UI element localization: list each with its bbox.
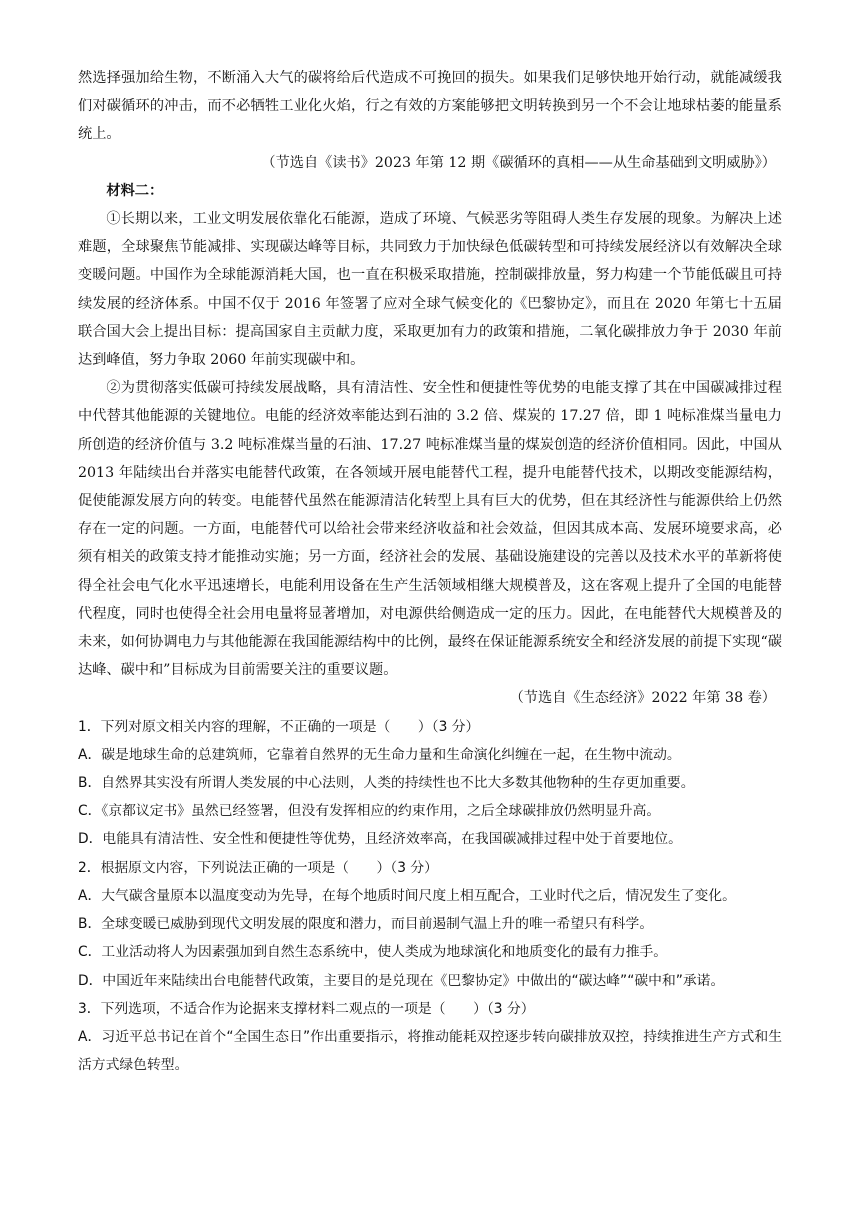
material2-source: （节选自《生态经济》2022 年第 38 卷）	[509, 690, 776, 707]
question-3-stem: 3．下列选项，不适合作为论据来支撑材料二观点的一项是（ ）（3 分）	[78, 1000, 535, 1017]
material2-heading: 材料二：	[106, 182, 164, 199]
question-1-option-b: B．自然界其实没有所谓人类发展的中心法则，人类的持续性也不比大多数其他物种的生存更加重要。	[78, 775, 695, 792]
question-3-option-a: A．习近平总书记在首个“全国生态日”作出重要指示，将推动能耗双控逐步转向碳排放双控，持续推进生产方式和生活方式绿色转型。	[78, 1028, 782, 1074]
question-2-option-b: B．全球变暖已威胁到现代文明发展的限度和潜力，而目前遏制气温上升的唯一希望只有科学。	[78, 916, 654, 933]
question-2-stem: 2．根据原文内容，下列说法正确的一项是（ ）（3 分）	[78, 859, 438, 876]
question-1-option-a: A．碳是地球生命的总建筑师，它靠着自然界的无生命力量和生命演化纠缠在一起，在生物中流动。	[78, 746, 681, 763]
intro-source: （节选自《读书》2023 年第 12 期《碳循环的真相——从生命基础到文明威胁》）	[261, 154, 776, 171]
question-2-option-c: C．工业活动将人为因素强加到自然生态系统中，使人类成为地球演化和地质变化的最有力推手。	[78, 944, 668, 961]
question-2-option-a: A．大气碳含量原本以温度变动为先导，在每个地质时间尺度上相互配合，工业时代之后，情况发生了变化。	[78, 887, 736, 904]
question-2-option-d: D．中国近年来陆续出台电能替代政策，主要目的是兑现在《巴黎协定》中做出的“碳达峰”“碳中和”承诺。	[78, 972, 725, 989]
question-1-option-c: C．《京都议定书》虽然已经签署，但没有发挥相应的约束作用，之后全球碳排放仍然明显升高。	[78, 803, 661, 820]
question-1-stem: 1．下列对原文相关内容的理解，不正确的一项是（ ）（3 分）	[78, 718, 480, 735]
material2-paragraph-2: ②为贯彻落实低碳可持续发展战略，具有清洁性、安全性和便捷性等优势的电能支撑了其在中国碳减排过程中代替其他能源的关键地位。电能的经济效率能达到石油的 3.2 倍、煤炭的 17.27 倍，即 1 吨标准煤当量电力所创造的经济价值与 3.2 吨标准煤当量的石油、17.27 吨标准煤当量的煤炭创造的经济价值相同。因此，中国从 2013 年陆续出台并落实电能替代政策，在各领域开展电能替代工程，提升电能替代技术，以期改变能源结构，促使能源发展方向的转变。电能替代虽然在能源清洁化转型上具有巨大的优势，但在其经济性与能源供给上仍然存在一定的问题。一方面，电能替代可以给社会带来经济收益和社会效益，但因其成本高、发展环境要求高，必须有相关的政策支持才能推动实施；另一方面，经济社会的发展、基础设施建设的完善以及技术水平的革新将使得全社会电气化水平迅速增长，电能利用设备在生产生活领域相继大规模普及，这在客观上提升了全国的电能替代程度，同时也使得全社会用电量将显著增加，对电源供给侧造成一定的压力。因此，在电能替代大规模普及的未来，如何协调电力与其他能源在我国能源结构中的比例，最终在保证能源系统安全和经济发展的前提下实现“碳达峰、碳中和”目标成为目前需要关注的重要议题。	[78, 380, 782, 679]
intro-paragraph: 然选择强加给生物，不断涌入大气的碳将给后代造成不可挽回的损失。如果我们足够快地开始行动，就能减缓我们对碳循环的冲击，而不必牺牲工业化火焰，行之有效的方案能够把文明转换到另一个不会让地球枯萎的能量系统上。	[78, 70, 782, 143]
material2-paragraph-1: ①长期以来，工业文明发展依靠化石能源，造成了环境、气候恶劣等阻碍人类生存发展的现象。为解决上述难题，全球聚焦节能减排、实现碳达峰等目标，共同致力于加快绿色低碳转型和可持续发展经济以有效解决全球变暖问题。中国作为全球能源消耗大国，也一直在积极采取措施，控制碳排放量，努力构建一个节能低碳且可持续发展的经济体系。中国不仅于 2016 年签署了应对全球气候变化的《巴黎协定》，而且在 2020 年第七十五届联合国大会上提出目标：提高国家自主贡献力度，采取更加有力的政策和措施，二氧化碳排放力争于 2030 年前达到峰值，努力争取 2060 年前实现碳中和。	[78, 211, 782, 369]
question-1-option-d: D．电能具有清洁性、安全性和便捷性等优势，且经济效率高，在我国碳减排过程中处于首要地位。	[78, 831, 682, 848]
document-page	[78, 64, 782, 1079]
